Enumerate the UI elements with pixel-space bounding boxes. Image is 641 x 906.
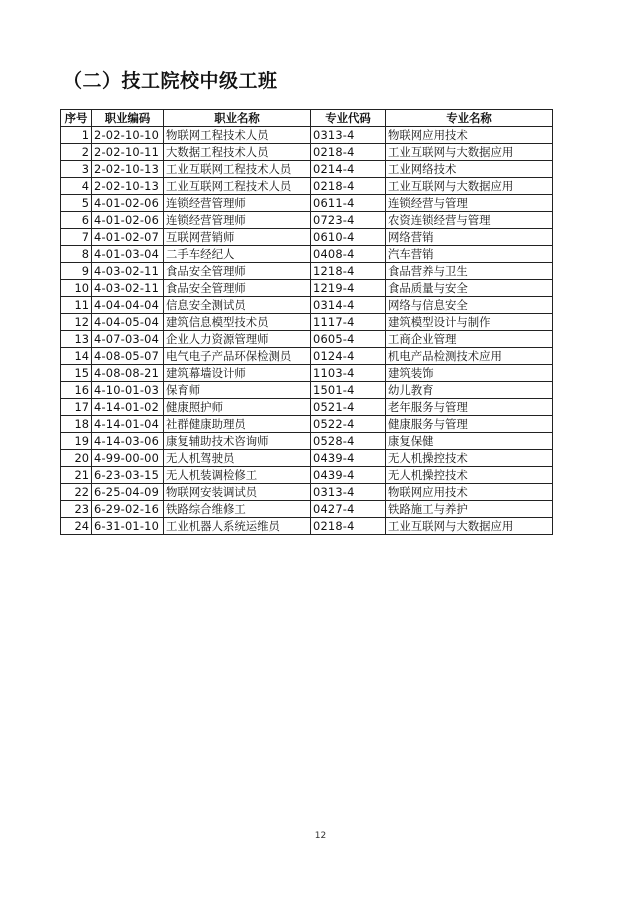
cell-occupation-code: 4-01-02-07 <box>92 229 164 246</box>
cell-serial-no: 7 <box>61 229 92 246</box>
cell-occupation-code: 4-03-02-11 <box>92 280 164 297</box>
cell-occupation-name: 物联网工程技术人员 <box>164 127 311 144</box>
cell-major-name: 农资连锁经营与管理 <box>386 212 553 229</box>
cell-serial-no: 24 <box>61 518 92 535</box>
table-row <box>61 127 553 144</box>
table-row <box>61 331 553 348</box>
table-row <box>61 246 553 263</box>
cell-occupation-name: 无人机驾驶员 <box>164 450 311 467</box>
cell-serial-no: 22 <box>61 484 92 501</box>
table-row <box>61 348 553 365</box>
header-serial-no: 序号 <box>61 110 92 127</box>
cell-major-name: 机电产品检测技术应用 <box>386 348 553 365</box>
cell-occupation-name: 二手车经纪人 <box>164 246 311 263</box>
cell-occupation-name: 食品安全管理师 <box>164 263 311 280</box>
cell-occupation-name: 信息安全测试员 <box>164 297 311 314</box>
cell-major-code: 0611-4 <box>311 195 386 212</box>
table-header-row <box>61 110 553 127</box>
cell-occupation-name: 连锁经营管理师 <box>164 195 311 212</box>
cell-serial-no: 17 <box>61 399 92 416</box>
cell-major-name: 建筑模型设计与制作 <box>386 314 553 331</box>
cell-occupation-code: 2-02-10-13 <box>92 178 164 195</box>
cell-occupation-code: 6-29-02-16 <box>92 501 164 518</box>
cell-major-name: 汽车营销 <box>386 246 553 263</box>
page-number: 12 <box>314 831 327 841</box>
cell-occupation-name: 无人机装调检修工 <box>164 467 311 484</box>
cell-major-code: 0521-4 <box>311 399 386 416</box>
cell-occupation-code: 6-23-03-15 <box>92 467 164 484</box>
table-row <box>61 382 553 399</box>
cell-major-name: 铁路施工与养护 <box>386 501 553 518</box>
cell-serial-no: 10 <box>61 280 92 297</box>
cell-major-code: 1218-4 <box>311 263 386 280</box>
table-row <box>61 467 553 484</box>
table-row <box>61 263 553 280</box>
cell-major-code: 0408-4 <box>311 246 386 263</box>
cell-occupation-name: 企业人力资源管理师 <box>164 331 311 348</box>
cell-major-code: 1103-4 <box>311 365 386 382</box>
cell-occupation-name: 建筑幕墙设计师 <box>164 365 311 382</box>
table-row <box>61 450 553 467</box>
occupation-table <box>60 109 553 535</box>
cell-occupation-code: 4-04-05-04 <box>92 314 164 331</box>
cell-occupation-code: 4-14-01-04 <box>92 416 164 433</box>
table-row <box>61 399 553 416</box>
cell-occupation-name: 大数据工程技术人员 <box>164 144 311 161</box>
cell-serial-no: 15 <box>61 365 92 382</box>
cell-occupation-name: 物联网安装调试员 <box>164 484 311 501</box>
cell-major-name: 物联网应用技术 <box>386 484 553 501</box>
table-row <box>61 501 553 518</box>
cell-major-code: 0439-4 <box>311 450 386 467</box>
cell-major-code: 1219-4 <box>311 280 386 297</box>
table-row <box>61 518 553 535</box>
cell-occupation-name: 连锁经营管理师 <box>164 212 311 229</box>
cell-serial-no: 23 <box>61 501 92 518</box>
cell-occupation-code: 4-04-04-04 <box>92 297 164 314</box>
cell-serial-no: 14 <box>61 348 92 365</box>
cell-occupation-name: 工业机器人系统运维员 <box>164 518 311 535</box>
cell-major-code: 1501-4 <box>311 382 386 399</box>
cell-major-code: 0214-4 <box>311 161 386 178</box>
cell-major-name: 连锁经营与管理 <box>386 195 553 212</box>
cell-serial-no: 21 <box>61 467 92 484</box>
table-row <box>61 365 553 382</box>
cell-occupation-code: 4-01-03-04 <box>92 246 164 263</box>
cell-major-name: 网络与信息安全 <box>386 297 553 314</box>
cell-occupation-code: 4-03-02-11 <box>92 263 164 280</box>
table-row <box>61 297 553 314</box>
cell-occupation-code: 6-25-04-09 <box>92 484 164 501</box>
cell-major-name: 老年服务与管理 <box>386 399 553 416</box>
table-row <box>61 416 553 433</box>
cell-occupation-code: 4-14-03-06 <box>92 433 164 450</box>
cell-occupation-name: 工业互联网工程技术人员 <box>164 161 311 178</box>
cell-occupation-code: 4-01-02-06 <box>92 212 164 229</box>
cell-serial-no: 8 <box>61 246 92 263</box>
table-row <box>61 280 553 297</box>
table-row <box>61 144 553 161</box>
cell-major-name: 食品质量与安全 <box>386 280 553 297</box>
table-row <box>61 314 553 331</box>
cell-serial-no: 16 <box>61 382 92 399</box>
cell-occupation-code: 4-08-08-21 <box>92 365 164 382</box>
cell-occupation-name: 社群健康助理员 <box>164 416 311 433</box>
cell-occupation-name: 康复辅助技术咨询师 <box>164 433 311 450</box>
cell-major-name: 建筑装饰 <box>386 365 553 382</box>
cell-major-code: 0218-4 <box>311 518 386 535</box>
cell-serial-no: 4 <box>61 178 92 195</box>
cell-major-name: 工业互联网与大数据应用 <box>386 518 553 535</box>
cell-major-code: 0313-4 <box>311 127 386 144</box>
cell-occupation-code: 4-01-02-06 <box>92 195 164 212</box>
cell-major-code: 0218-4 <box>311 178 386 195</box>
cell-major-code: 0522-4 <box>311 416 386 433</box>
cell-serial-no: 13 <box>61 331 92 348</box>
cell-occupation-code: 4-07-03-04 <box>92 331 164 348</box>
cell-major-name: 工业互联网与大数据应用 <box>386 178 553 195</box>
header-major-name: 专业名称 <box>386 110 553 127</box>
header-occupation-code: 职业编码 <box>92 110 164 127</box>
cell-serial-no: 2 <box>61 144 92 161</box>
cell-major-name: 无人机操控技术 <box>386 450 553 467</box>
cell-serial-no: 20 <box>61 450 92 467</box>
header-occupation-name: 职业名称 <box>164 110 311 127</box>
cell-occupation-name: 互联网营销师 <box>164 229 311 246</box>
cell-major-code: 0124-4 <box>311 348 386 365</box>
cell-major-name: 工业互联网与大数据应用 <box>386 144 553 161</box>
cell-major-name: 健康服务与管理 <box>386 416 553 433</box>
table-body <box>61 127 553 535</box>
cell-serial-no: 11 <box>61 297 92 314</box>
cell-serial-no: 3 <box>61 161 92 178</box>
cell-major-code: 0439-4 <box>311 467 386 484</box>
cell-occupation-name: 电气电子产品环保检测员 <box>164 348 311 365</box>
cell-serial-no: 19 <box>61 433 92 450</box>
cell-major-code: 0605-4 <box>311 331 386 348</box>
cell-occupation-code: 2-02-10-13 <box>92 161 164 178</box>
cell-serial-no: 5 <box>61 195 92 212</box>
table-row <box>61 229 553 246</box>
table-row <box>61 161 553 178</box>
header-major-code: 专业代码 <box>311 110 386 127</box>
cell-serial-no: 12 <box>61 314 92 331</box>
cell-occupation-code: 2-02-10-10 <box>92 127 164 144</box>
cell-major-code: 0610-4 <box>311 229 386 246</box>
cell-occupation-code: 6-31-01-10 <box>92 518 164 535</box>
cell-occupation-name: 保育师 <box>164 382 311 399</box>
cell-major-code: 0528-4 <box>311 433 386 450</box>
cell-major-name: 幼儿教育 <box>386 382 553 399</box>
cell-major-name: 康复保健 <box>386 433 553 450</box>
cell-major-name: 食品营养与卫生 <box>386 263 553 280</box>
cell-occupation-name: 建筑信息模型技术员 <box>164 314 311 331</box>
table-row <box>61 484 553 501</box>
cell-major-name: 无人机操控技术 <box>386 467 553 484</box>
cell-major-code: 1117-4 <box>311 314 386 331</box>
cell-occupation-name: 铁路综合维修工 <box>164 501 311 518</box>
cell-occupation-name: 食品安全管理师 <box>164 280 311 297</box>
cell-major-code: 0723-4 <box>311 212 386 229</box>
cell-major-code: 0314-4 <box>311 297 386 314</box>
table-row <box>61 195 553 212</box>
cell-major-name: 网络营销 <box>386 229 553 246</box>
cell-major-code: 0427-4 <box>311 501 386 518</box>
cell-major-code: 0218-4 <box>311 144 386 161</box>
section-heading: （二）技工院校中级工班 <box>63 70 278 92</box>
table-row <box>61 178 553 195</box>
cell-serial-no: 1 <box>61 127 92 144</box>
cell-occupation-code: 4-10-01-03 <box>92 382 164 399</box>
cell-occupation-code: 4-14-01-02 <box>92 399 164 416</box>
cell-serial-no: 18 <box>61 416 92 433</box>
cell-major-name: 工业网络技术 <box>386 161 553 178</box>
cell-major-name: 物联网应用技术 <box>386 127 553 144</box>
cell-occupation-code: 4-08-05-07 <box>92 348 164 365</box>
cell-serial-no: 6 <box>61 212 92 229</box>
table-row <box>61 433 553 450</box>
cell-occupation-name: 工业互联网工程技术人员 <box>164 178 311 195</box>
cell-major-code: 0313-4 <box>311 484 386 501</box>
cell-major-name: 工商企业管理 <box>386 331 553 348</box>
table-row <box>61 212 553 229</box>
cell-occupation-code: 2-02-10-11 <box>92 144 164 161</box>
cell-serial-no: 9 <box>61 263 92 280</box>
cell-occupation-code: 4-99-00-00 <box>92 450 164 467</box>
cell-occupation-name: 健康照护师 <box>164 399 311 416</box>
